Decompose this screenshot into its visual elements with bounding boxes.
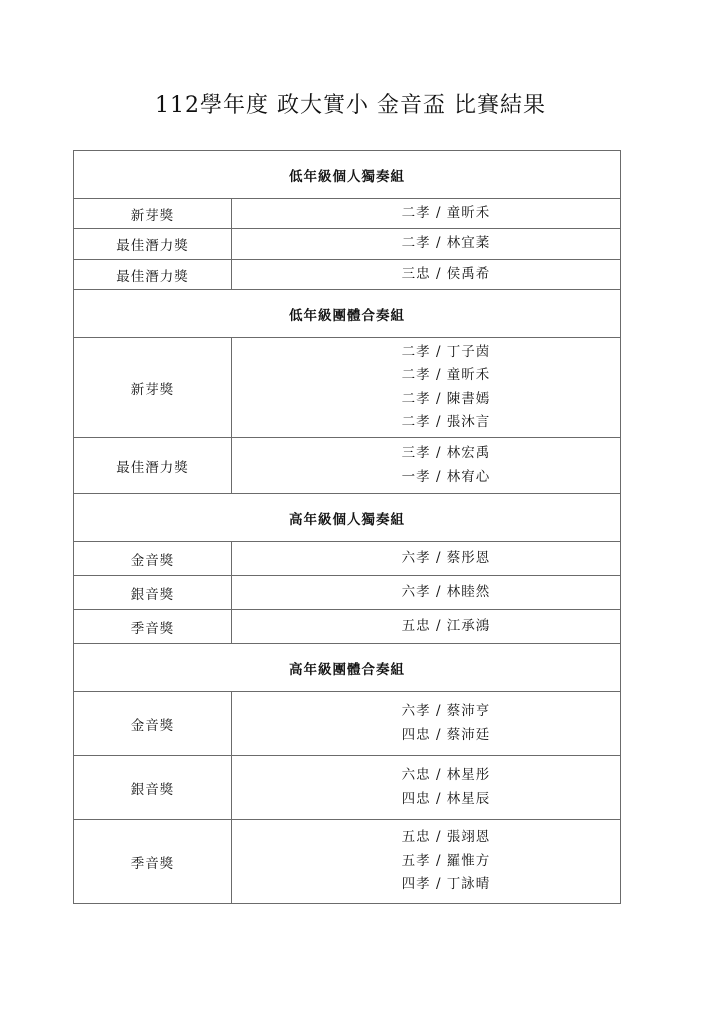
table-row (74, 542, 621, 576)
name-entry: 一孝 / 林宥心 (401, 468, 491, 485)
name-entry: 二孝 / 童昕禾 (401, 367, 491, 383)
award-cell: 季音獎 (74, 610, 232, 644)
section-heading: 低年級個人獨奏組 (74, 151, 621, 199)
award-cell: 最佳潛力獎 (74, 260, 232, 290)
section-header-row (74, 290, 621, 338)
section-heading: 低年級團體合奏組 (74, 290, 621, 338)
award-cell: 新芽獎 (74, 199, 232, 229)
award-cell: 金音獎 (74, 692, 232, 756)
results-table (73, 150, 621, 904)
section-header-row (74, 644, 621, 692)
section-header-row (74, 151, 621, 199)
names-cell (232, 610, 621, 644)
names-cell (232, 692, 621, 756)
name-entry: 三孝 / 林宏禹 (401, 445, 491, 461)
names-cell (232, 338, 621, 438)
name-entry: 四孝 / 丁詠晴 (401, 876, 491, 893)
table-row (74, 692, 621, 756)
names-cell (232, 438, 621, 494)
award-cell: 最佳潛力獎 (74, 229, 232, 260)
award-cell: 銀音獎 (74, 756, 232, 820)
names-cell (232, 576, 621, 610)
table-row (74, 576, 621, 610)
table-row (74, 199, 621, 229)
names-cell (232, 756, 621, 820)
name-entry: 五忠 / 江承鴻 (401, 617, 491, 634)
table-row (74, 610, 621, 644)
names-cell (232, 199, 621, 229)
table-row (74, 229, 621, 260)
section-header-row (74, 494, 621, 542)
names-cell (232, 260, 621, 290)
table-row (74, 338, 621, 438)
name-entry: 六忠 / 林星彤 (401, 767, 491, 783)
name-entry: 四忠 / 林星辰 (401, 790, 491, 807)
name-entry: 二孝 / 丁子茵 (401, 343, 491, 360)
name-entry: 五孝 / 羅惟方 (401, 852, 491, 869)
name-entry: 六孝 / 蔡沛亨 (401, 703, 491, 719)
award-cell: 最佳潛力獎 (74, 438, 232, 494)
name-entry: 六孝 / 蔡彤恩 (401, 549, 491, 566)
names-cell (232, 542, 621, 576)
award-cell: 新芽獎 (74, 338, 232, 438)
name-entry: 四忠 / 蔡沛廷 (401, 726, 491, 743)
section-heading: 高年級個人獨奏組 (74, 494, 621, 542)
name-entry: 五忠 / 張翊恩 (401, 829, 491, 846)
award-cell: 季音獎 (74, 820, 232, 904)
award-cell: 銀音獎 (74, 576, 232, 610)
table-row (74, 260, 621, 290)
name-entry: 二孝 / 林宜葇 (401, 235, 491, 252)
name-entry: 二孝 / 陳書嫣 (401, 390, 491, 407)
name-entry: 二孝 / 張沐言 (401, 414, 491, 430)
names-cell (232, 820, 621, 904)
name-entry: 六孝 / 林睦然 (401, 583, 491, 600)
name-entry: 二孝 / 童昕禾 (401, 204, 491, 221)
table-row (74, 438, 621, 494)
names-cell (232, 229, 621, 260)
page-title: 112學年度 政大實小 金音盃 比賽結果 (155, 93, 546, 118)
table-row (74, 820, 621, 904)
section-heading: 高年級團體合奏組 (74, 644, 621, 692)
award-cell: 金音獎 (74, 542, 232, 576)
name-entry: 三忠 / 侯禹希 (401, 265, 491, 282)
table-row (74, 756, 621, 820)
